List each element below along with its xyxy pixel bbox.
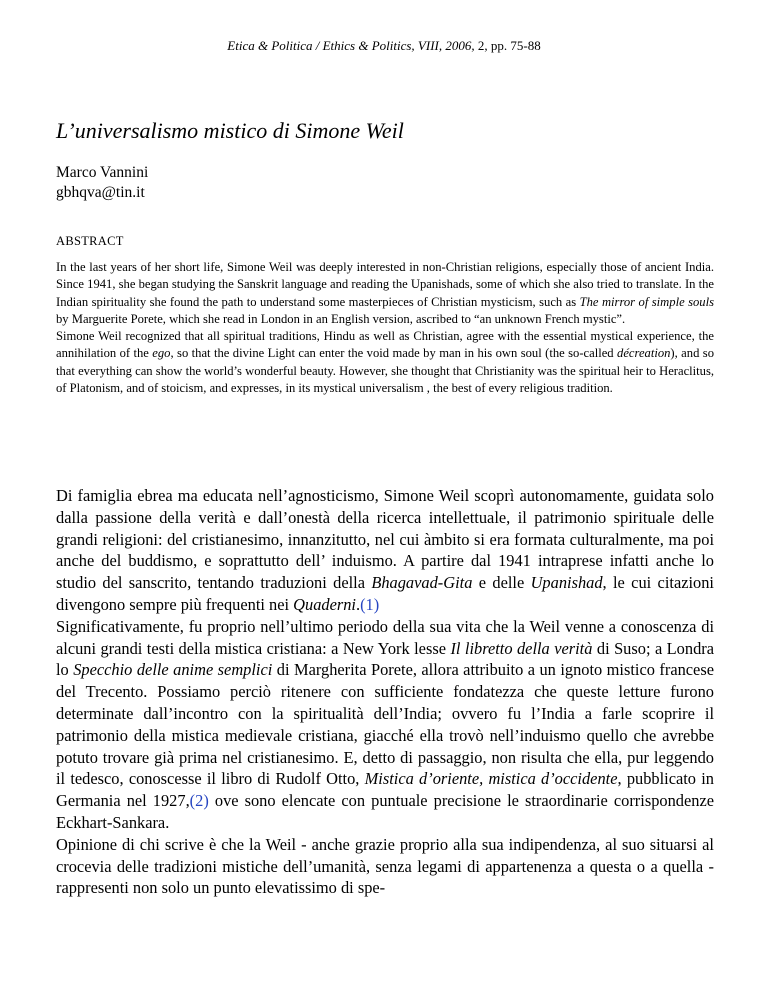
article-title: L’universalismo mistico di Simone Weil — [56, 118, 404, 143]
body-paragraph — [56, 834, 714, 899]
body-text-run: e delle — [472, 573, 531, 593]
body-text — [56, 485, 714, 899]
body-text-run: ove sono elencate con puntuale precisione le straordinarie corrispondenze Eckhart-Sankara. — [56, 791, 715, 832]
footnote-link-1[interactable]: (1) — [360, 594, 380, 614]
body-text-run: di Margherita Porete, allora attribuito a un ignoto mistico francese del Trecento. Possiamo perciò ritenere con sufficiente fondatezza che queste letture furono determinate dall’incontro con la spiritualità dell’India; ovvero fu l’India a farle scoprire il patrimonio della mistica medievale cristiana, giacché ella trovò nell’induismo quello che avrebbe potuto trovare già prima nel cristianesimo. E, detto di passaggio, non risulta che ella, pur leggendo il tedesco, conoscesse il libro di Rudolf Otto, — [56, 660, 714, 789]
book-title: Upanishad — [530, 573, 603, 593]
book-title: Quaderni — [293, 594, 356, 614]
abstract-text: ), and so that everything can show the world’s wonderful beauty. However, she thought that Christianity was the spiritual heir to Heraclitus, of Platonism, and of stoicism, and expresses, in its mystical universalism , the best of every religious tradition. — [56, 346, 714, 396]
emphasis-term: décreation — [617, 346, 671, 361]
abstract-text: , so that the divine Light can enter the void made by man in his own soul (the so-called — [170, 346, 618, 361]
abstract-text: Simone Weil recognized that all spiritual traditions, Hindu as well as Christian, agree with the essential mystical experience, the annihilation of the — [56, 329, 714, 361]
body-text-run: Significativamente, fu proprio nell’ultimo periodo della sua vita che la Weil venne a conoscenza di alcuni grandi testi della mistica cristiana: a New York lesse — [56, 616, 714, 658]
book-title: Il libretto della verità — [450, 638, 593, 658]
book-title: Specchio delle anime semplici — [73, 660, 273, 680]
abstract — [56, 259, 714, 397]
body-text-run: , le cui citazioni divengono sempre più frequenti nei — [56, 573, 714, 614]
author-email: gbhqva@tin.it — [56, 184, 145, 201]
body-paragraph — [56, 485, 714, 616]
abstract-heading: ABSTRACT — [56, 234, 124, 248]
book-title: The mirror of simple souls — [579, 294, 715, 309]
abstract-text: by Marguerite Porete, which she read in London in an English version, ascribed to “an unknown French mystic”. — [56, 311, 626, 326]
body-text-run: . — [355, 594, 361, 614]
journal-name: Etica & Politica / Ethics & Politics, VIII, 2006, — [227, 38, 475, 53]
abstract-paragraph — [56, 328, 714, 397]
emphasis-term: ego — [152, 346, 171, 361]
footnote-link-2[interactable]: (2) — [189, 791, 209, 811]
body-text-run: Di famiglia ebrea ma educata nell’agnosticismo, Simone Weil scoprì autonomamente, guidata solo dalla passione della verità e dall’onestà della ricerca intellettuale, il patrimonio spirituale delle grandi religioni: del cristianesimo, innanzitutto, nel cui àmbito si era formata culturalmente, ma poi anche del buddismo, e soprattutto dell’ induismo. A partire dal 1941 intraprese infatti anche lo studio del sanscrito, tentando traduzioni della — [56, 486, 714, 593]
book-title: Mistica d’oriente, mistica d’occidente — [364, 769, 618, 789]
book-title: Bhagavad-Gita — [371, 573, 473, 593]
body-paragraph — [56, 616, 714, 834]
body-text-run: di Suso; a Londra lo — [56, 638, 714, 680]
body-text-run: , pubblicato in Germania nel 1927, — [56, 769, 714, 811]
abstract-paragraph — [56, 259, 714, 328]
body-text-run: Opinione di chi scrive è che la Weil - anche grazie proprio alla sua indipendenza, al suo situarsi al crocevia delle tradizioni mistiche dell’umanità, senza legami di appartenenza a questa o a quella - rappresenti non solo un punto elevatissimo di spe- — [56, 834, 714, 898]
journal-issue: 2, pp. 75-88 — [474, 38, 541, 53]
author-block — [56, 163, 148, 203]
author-name: Marco Vannini — [56, 164, 149, 181]
abstract-text: In the last years of her short life, Simone Weil was deeply interested in non-Christian religions, especially those of ancient India. Since 1941, she began studying the Sanskrit language and reading the Upanishads, some of which she also tried to translate. In the Indian spirituality she found the path to understand some masterpieces of Christian mysticism, such as — [56, 260, 714, 309]
running-header — [0, 38, 768, 54]
